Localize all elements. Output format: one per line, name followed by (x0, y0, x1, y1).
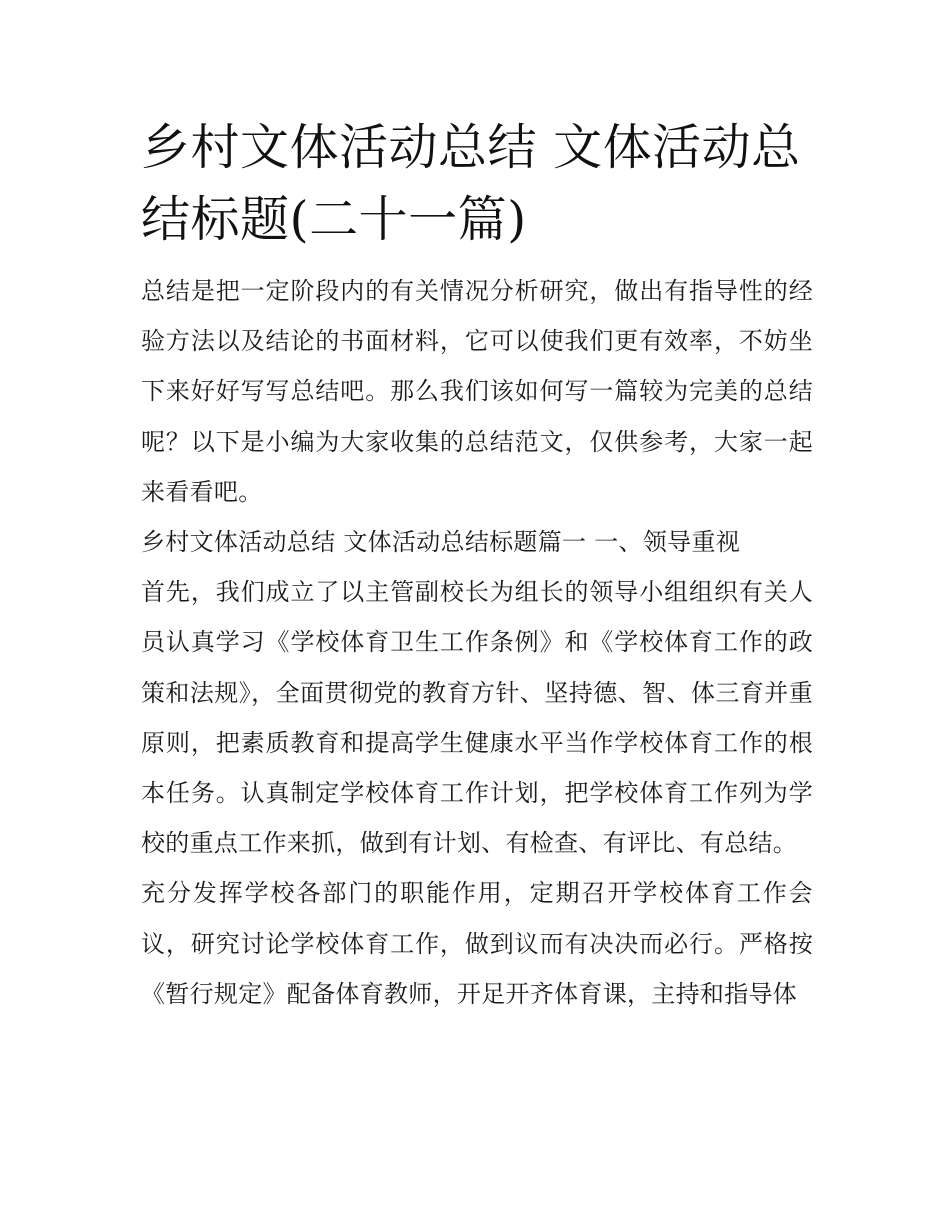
intro-paragraph: 总结是把一定阶段内的有关情况分析研究，做出有指导性的经验方法以及结论的书面材料，它可以使我们更有效率，不妨坐下来好好写写总结吧。那么我们该如何写一篇较为完美的总结呢？以下是小编为大家收集的总结范文，仅供参考，大家一起来看看吧。 (141, 277, 813, 506)
body-paragraph: 首先，我们成立了以主管副校长为组长的领导小组组织有关人员认真学习《学校体育卫生工作条例》和《学校体育工作的政策和法规》，全面贯彻党的教育方针、坚持德、智、体三育并重原则，把素质教育和提高学生健康水平当作学校体育工作的根本任务。认真制定学校体育工作计划，把学校体育工作列为学校的重点工作来抓，做到有计划、有检查、有评比、有总结。 (141, 578, 813, 858)
document-title: 乡村文体活动总结 文体活动总结标题(二十一篇) (141, 119, 801, 248)
body-paragraph: 充分发挥学校各部门的职能作用，定期召开学校体育工作会议，研究讨论学校体育工作，做到议而有决决而必行。严格按《暂行规定》配备体育教师，开足开齐体育课，主持和指导体 (141, 879, 813, 1008)
document-page (141, 112, 813, 1019)
section-heading: 乡村文体活动总结 文体活动总结标题篇一 一、领导重视 (141, 528, 741, 557)
document-body (141, 266, 813, 1019)
